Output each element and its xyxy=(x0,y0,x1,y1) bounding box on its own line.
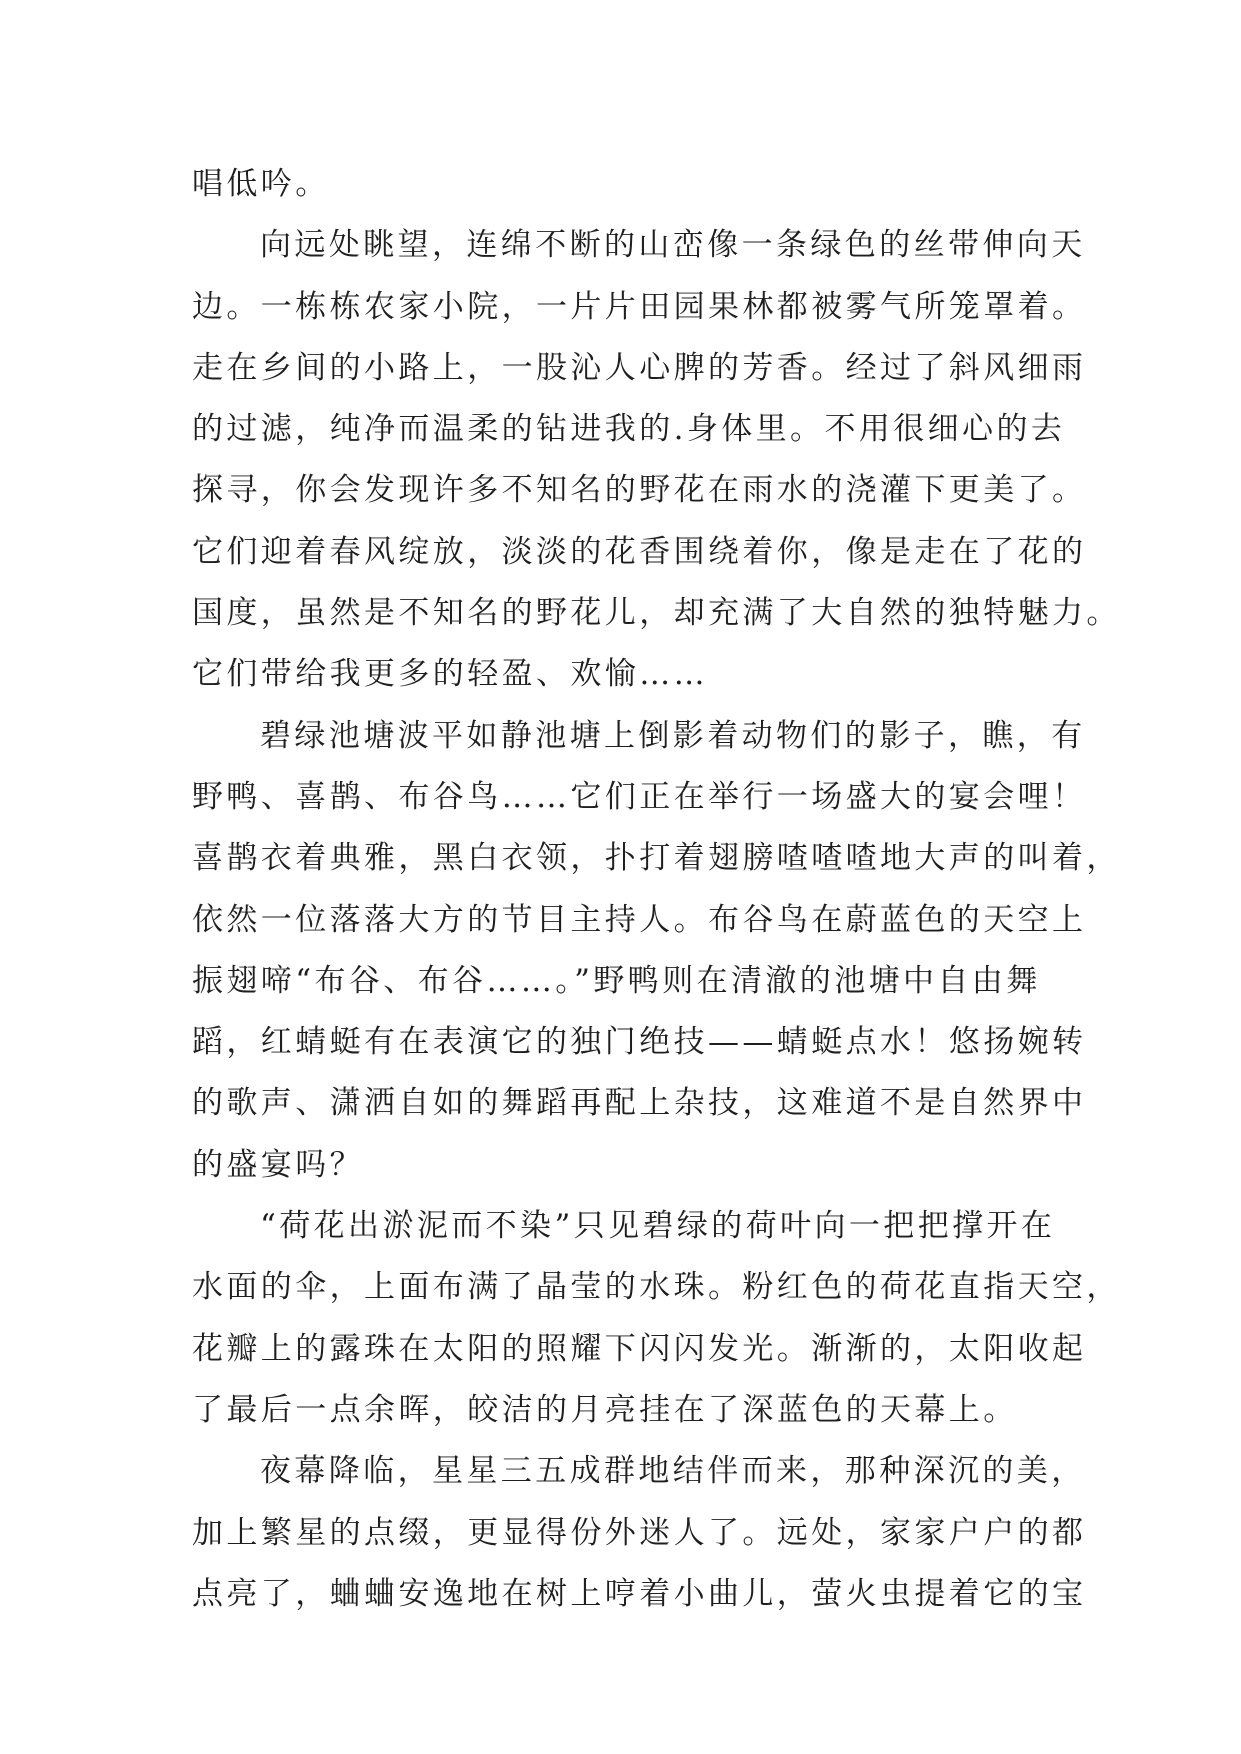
text-line: 它们迎着春风绽放，淡淡的花香围绕着你，像是走在了花的 xyxy=(192,533,1087,570)
text-line: 依然一位落落大方的节目主持人。布谷鸟在蔚蓝色的天空上 xyxy=(192,901,1087,938)
text-line: 了最后一点余晖，皎洁的月亮挂在了深蓝色的天幕上。 xyxy=(192,1391,1018,1428)
text-line: “荷花出淤泥而不染”只见碧绿的荷叶向一把把撑开在 xyxy=(260,1208,1056,1245)
text-line: 振翅啼“布谷、布谷……。”野鸭则在清澈的池塘中自由舞 xyxy=(192,962,1041,999)
text-line: 点亮了，蛐蛐安逸地在树上哼着小曲儿，萤火虫提着它的宝 xyxy=(192,1575,1087,1612)
text-line: 喜鹊衣着典雅，黑白衣领，扑打着翅膀喳喳喳地大声的叫着， xyxy=(192,840,1121,877)
text-line: 加上繁星的点缀，更显得份外迷人了。远处，家家户户的都 xyxy=(192,1514,1087,1551)
text-line: 的盛宴吗？ xyxy=(192,1146,364,1183)
text-line: 唱低吟。 xyxy=(192,166,330,202)
text-line: 花瓣上的露珠在太阳的照耀下闪闪发光。渐渐的，太阳收起 xyxy=(192,1330,1087,1367)
text-line: 野鸭、喜鹊、布谷鸟……它们正在举行一场盛大的宴会哩！ xyxy=(192,778,1087,815)
text-line: 国度，虽然是不知名的野花儿，却充满了大自然的独特魅力。 xyxy=(192,595,1121,632)
text-line: 蹈，红蜻蜓有在表演它的独门绝技——蜻蜓点水！悠扬婉转 xyxy=(192,1024,1087,1061)
text-line: 向远处眺望，连绵不断的山峦像一条绿色的丝带伸向天 xyxy=(260,227,1086,264)
text-line: 夜幕降临，星星三五成群地结伴而来，那种深沉的美， xyxy=(260,1453,1086,1490)
text-line: 碧绿池塘波平如静池塘上倒影着动物们的影子，瞧，有 xyxy=(260,717,1086,754)
text-line: 的歌声、潇洒自如的舞蹈再配上杂技，这难道不是自然界中 xyxy=(192,1085,1087,1122)
text-line: 走在乡间的小路上，一股沁人心脾的芳香。经过了斜风细雨 xyxy=(192,349,1087,386)
text-line: 水面的伞，上面布满了晶莹的水珠。粉红色的荷花直指天空， xyxy=(192,1269,1121,1306)
body-text xyxy=(192,154,1121,1625)
text-line: 边。一栋栋农家小院，一片片田园果林都被雾气所笼罩着。 xyxy=(192,288,1087,325)
text-line: 的过滤，纯净而温柔的钻进我的.身体里。不用很细心的去 xyxy=(192,411,1066,448)
text-line: 探寻，你会发现许多不知名的野花在雨水的浇灌下更美了。 xyxy=(192,472,1087,509)
text-line: 它们带给我更多的轻盈、欢愉…… xyxy=(192,656,708,693)
